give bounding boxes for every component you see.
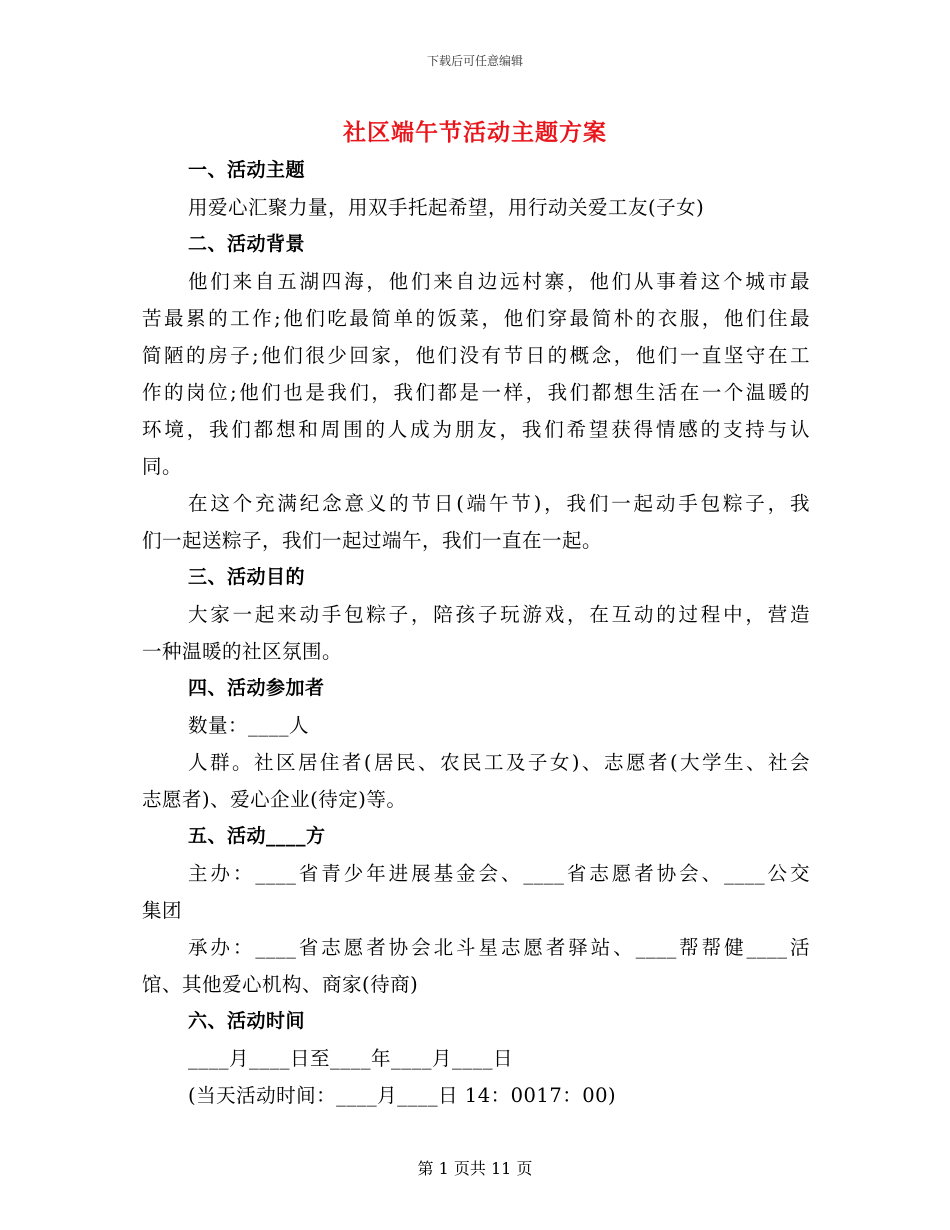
paragraph-line: 馆、其他爱心机构、商家(待商) <box>142 973 419 996</box>
header-note: 下载后可任意编辑 <box>426 54 523 68</box>
paragraph-line: 简陋的房子;他们很少回家，他们没有节日的概念，他们一直坚守在工 <box>142 344 810 367</box>
paragraph-line: 承办：____省志愿者协会北斗星志愿者驿站、____帮帮健____活 <box>188 936 810 959</box>
paragraph-line: 们一起送粽子，我们一起过端午，我们一直在一起。 <box>142 529 603 552</box>
paragraph-line: 用爱心汇聚力量，用双手托起希望，用行动关爱工友(子女) <box>188 196 705 219</box>
paragraph-line: 数量：____人 <box>188 714 310 737</box>
section-heading: 四、活动参加者 <box>188 677 325 699</box>
paragraph-line: 大家一起来动手包粽子，陪孩子玩游戏，在互动的过程中，营造 <box>188 603 810 626</box>
section-heading: 五、活动____方 <box>188 825 326 847</box>
paragraph-line: (当天活动时间：____月____日 14：0017：00) <box>188 1084 617 1107</box>
paragraph-line: ____月____日至____年____月____日 <box>188 1047 514 1070</box>
section-heading: 六、活动时间 <box>188 1010 306 1032</box>
page-footer: 第 1 页共 11 页 <box>417 1159 533 1178</box>
paragraph-line: 人群。社区居住者(居民、农民工及子女)、志愿者(大学生、社会 <box>188 751 810 774</box>
document-body <box>142 152 810 1114</box>
paragraph-line: 作的岗位;他们也是我们，我们都是一样，我们都想生活在一个温暖的 <box>142 381 810 404</box>
paragraph-line: 一种温暖的社区氛围。 <box>142 640 343 663</box>
section-heading: 一、活动主题 <box>188 159 306 181</box>
paragraph-line: 主办：____省青少年进展基金会、____省志愿者协会、____公交 <box>188 862 810 885</box>
paragraph-line: 同。 <box>142 455 183 478</box>
paragraph-line: 集团 <box>142 899 183 922</box>
paragraph-line: 志愿者)、爱心企业(待定)等。 <box>142 788 407 811</box>
section-heading: 三、活动目的 <box>188 566 306 588</box>
section-heading: 二、活动背景 <box>188 233 306 255</box>
document-title: 社区端午节活动主题方案 <box>343 119 607 146</box>
paragraph-line: 他们来自五湖四海，他们来自边远村寨，他们从事着这个城市最 <box>188 270 810 293</box>
paragraph-line: 在这个充满纪念意义的节日(端午节)，我们一起动手包粽子，我 <box>188 492 810 515</box>
paragraph-line: 环境，我们都想和周围的人成为朋友，我们希望获得情感的支持与认 <box>142 418 810 441</box>
paragraph-line: 苦最累的工作;他们吃最简单的饭菜，他们穿最简朴的衣服，他们住最 <box>142 307 810 330</box>
